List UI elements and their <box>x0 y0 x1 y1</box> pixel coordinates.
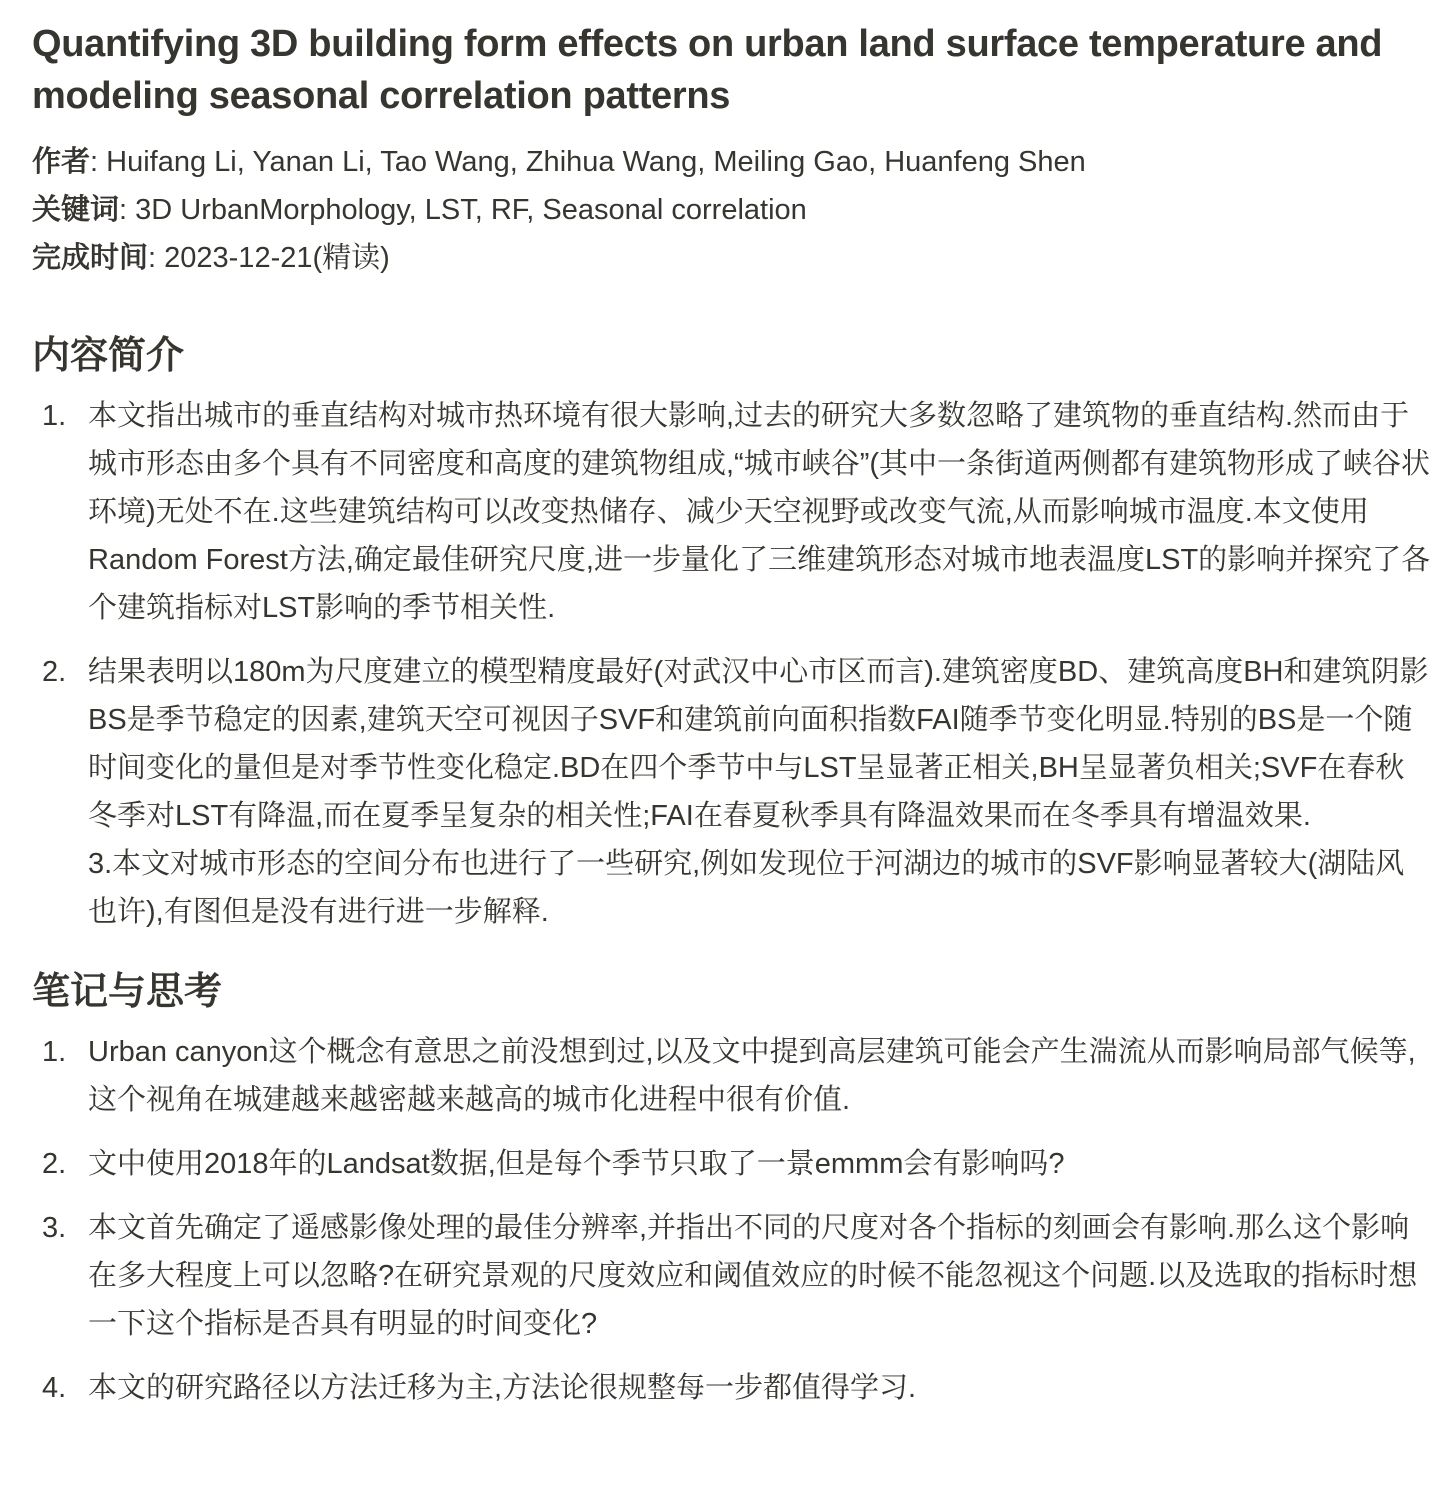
date-separator: : <box>148 242 165 274</box>
keywords-row <box>32 186 1432 234</box>
list-item-text: 本文首先确定了遥感影像处理的最佳分辨率,并指出不同的尺度对各个指标的刻画会有影响.那么这个影响在多大程度上可以忽略?在研究景观的尺度效应和阈值效应的时候不能忽视这个问题.以及选取的指标时想一下这个指标是否具有明显的时间变化? <box>88 1212 1418 1340</box>
list-item-text: 文中使用2018年的Landsat数据,但是每个季节只取了一景emmm会有影响吗? <box>88 1148 1065 1180</box>
list-item-text: Urban canyon这个概念有意思之前没想到过,以及文中提到高层建筑可能会产生湍流从而影响局部气候等,这个视角在城建越来越密越来越高的城市化进程中很有价值. <box>88 1036 1416 1116</box>
list-item-number: 4. <box>42 1372 67 1404</box>
metadata-block <box>32 138 1432 282</box>
list-item-number: 2. <box>42 1148 67 1180</box>
summary-heading: 内容简介 <box>32 335 185 377</box>
list-item-continuation-text: 3.本文对城市形态的空间分布也进行了一些研究,例如发现位于河湖边的城市的SVF影响显著较大(湖陆风也许),有图但是没有进行进一步解释. <box>88 848 1405 928</box>
list-item-number: 1. <box>42 400 67 432</box>
list-item-number: 1. <box>42 1036 67 1068</box>
keywords-value: 3D UrbanMorphology, LST, RF, Seasonal correlation <box>135 194 807 226</box>
author-value: Huifang Li, Yanan Li, Tao Wang, Zhihua Wang, Meiling Gao, Huanfeng Shen <box>106 146 1086 178</box>
list-item <box>32 1028 1432 1124</box>
summary-list <box>32 392 1432 936</box>
author-row <box>32 138 1432 186</box>
date-row <box>32 234 1432 282</box>
list-item-number: 2. <box>42 656 67 688</box>
notes-list <box>32 1028 1432 1412</box>
list-item-text: 本文指出城市的垂直结构对城市热环境有很大影响,过去的研究大多数忽略了建筑物的垂直结构.然而由于城市形态由多个具有不同密度和高度的建筑物组成,“城市峡谷”(其中一条街道两侧都有建筑物形成了峡谷状环境)无处不在.这些建筑结构可以改变热储存、减少天空视野或改变气流,从而影响城市温度.本文使用Random Forest方法,确定最佳研究尺度,进一步量化了三维建筑形态对城市地表温度LST的影响并探究了各个建筑指标对LST影响的季节相关性. <box>88 400 1431 624</box>
keywords-label: 关键词 <box>32 194 120 226</box>
date-value: 2023-12-21(精读) <box>164 242 390 274</box>
author-separator: : <box>90 146 107 178</box>
date-label: 完成时间 <box>32 242 149 274</box>
list-item <box>32 1364 1432 1412</box>
list-item <box>32 648 1432 936</box>
author-label: 作者 <box>32 146 91 178</box>
list-item-text: 本文的研究路径以方法迁移为主,方法论很规整每一步都值得学习. <box>88 1372 917 1404</box>
list-item <box>32 1204 1432 1348</box>
list-item <box>32 392 1432 632</box>
page-title: Quantifying 3D building form effects on urban land surface temperature and modeling seasonal correlation patterns <box>32 23 1383 117</box>
list-item-text: 结果表明以180m为尺度建立的模型精度最好(对武汉中心市区而言).建筑密度BD、建筑高度BH和建筑阴影BS是季节稳定的因素,建筑天空可视因子SVF和建筑前向面积指数FAI随季节变化明显.特别的BS是一个随时间变化的量但是对季节性变化稳定.BD在四个季节中与LST呈显著正相关,BH呈显著负相关;SVF在春秋冬季对LST有降温,而在夏季呈复杂的相关性;FAI在春夏秋季具有降温效果而在冬季具有增温效果. <box>88 656 1429 832</box>
list-item-number: 3. <box>42 1212 67 1244</box>
keywords-separator: : <box>119 194 136 226</box>
notes-heading: 笔记与思考 <box>32 971 223 1013</box>
list-item <box>32 1140 1432 1188</box>
